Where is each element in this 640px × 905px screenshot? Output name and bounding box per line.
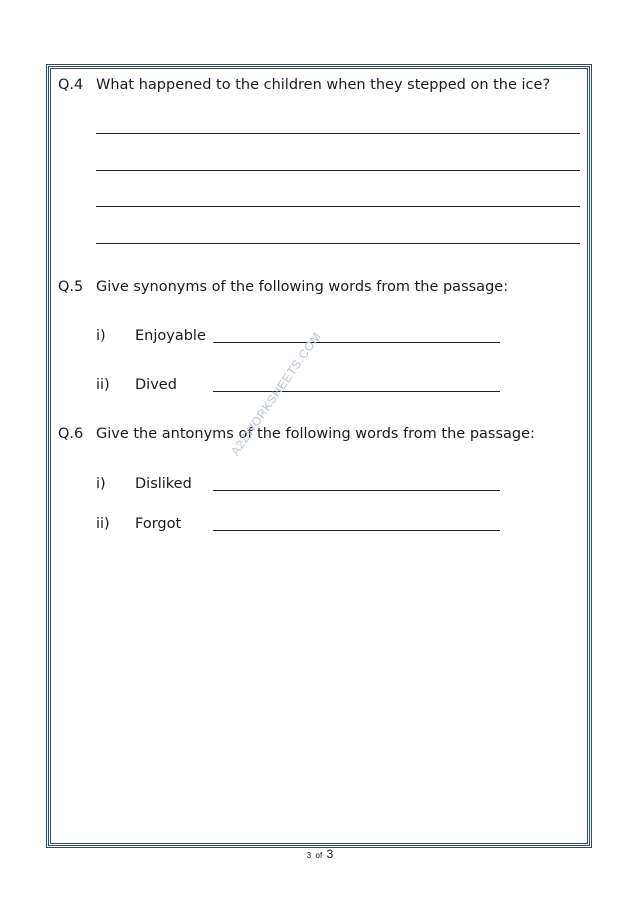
- question-number: Q.6: [58, 426, 84, 442]
- item-word: Enjoyable: [135, 328, 206, 344]
- item-numeral: i): [96, 476, 106, 492]
- question-text: Give synonyms of the following words from the passage:: [96, 279, 509, 295]
- answer-line[interactable]: [213, 530, 500, 531]
- footer-total: 3: [326, 847, 334, 861]
- answer-line[interactable]: [96, 206, 580, 207]
- item-numeral: ii): [96, 516, 110, 532]
- item-word: Disliked: [135, 476, 192, 492]
- answer-line[interactable]: [96, 170, 580, 171]
- answer-line[interactable]: [213, 342, 500, 343]
- question-text: What happened to the children when they stepped on the ice?: [96, 77, 551, 93]
- question-number: Q.4: [58, 77, 84, 93]
- question-text: Give the antonyms of the following words from the passage:: [96, 426, 535, 442]
- item-word: Forgot: [135, 516, 182, 532]
- item-word: Dived: [135, 377, 177, 393]
- answer-line[interactable]: [213, 391, 500, 392]
- page-number: [0, 845, 640, 863]
- item-numeral: i): [96, 328, 106, 344]
- question-number: Q.5: [58, 279, 84, 295]
- item-numeral: ii): [96, 377, 110, 393]
- footer-page: 3: [306, 851, 312, 860]
- answer-line[interactable]: [96, 133, 580, 134]
- page-border: [48, 66, 590, 846]
- watermark: A2ZWORKSHEETS.COM: [228, 329, 324, 459]
- answer-line[interactable]: [96, 243, 580, 244]
- footer-of: of: [315, 851, 323, 860]
- answer-line[interactable]: [213, 490, 500, 491]
